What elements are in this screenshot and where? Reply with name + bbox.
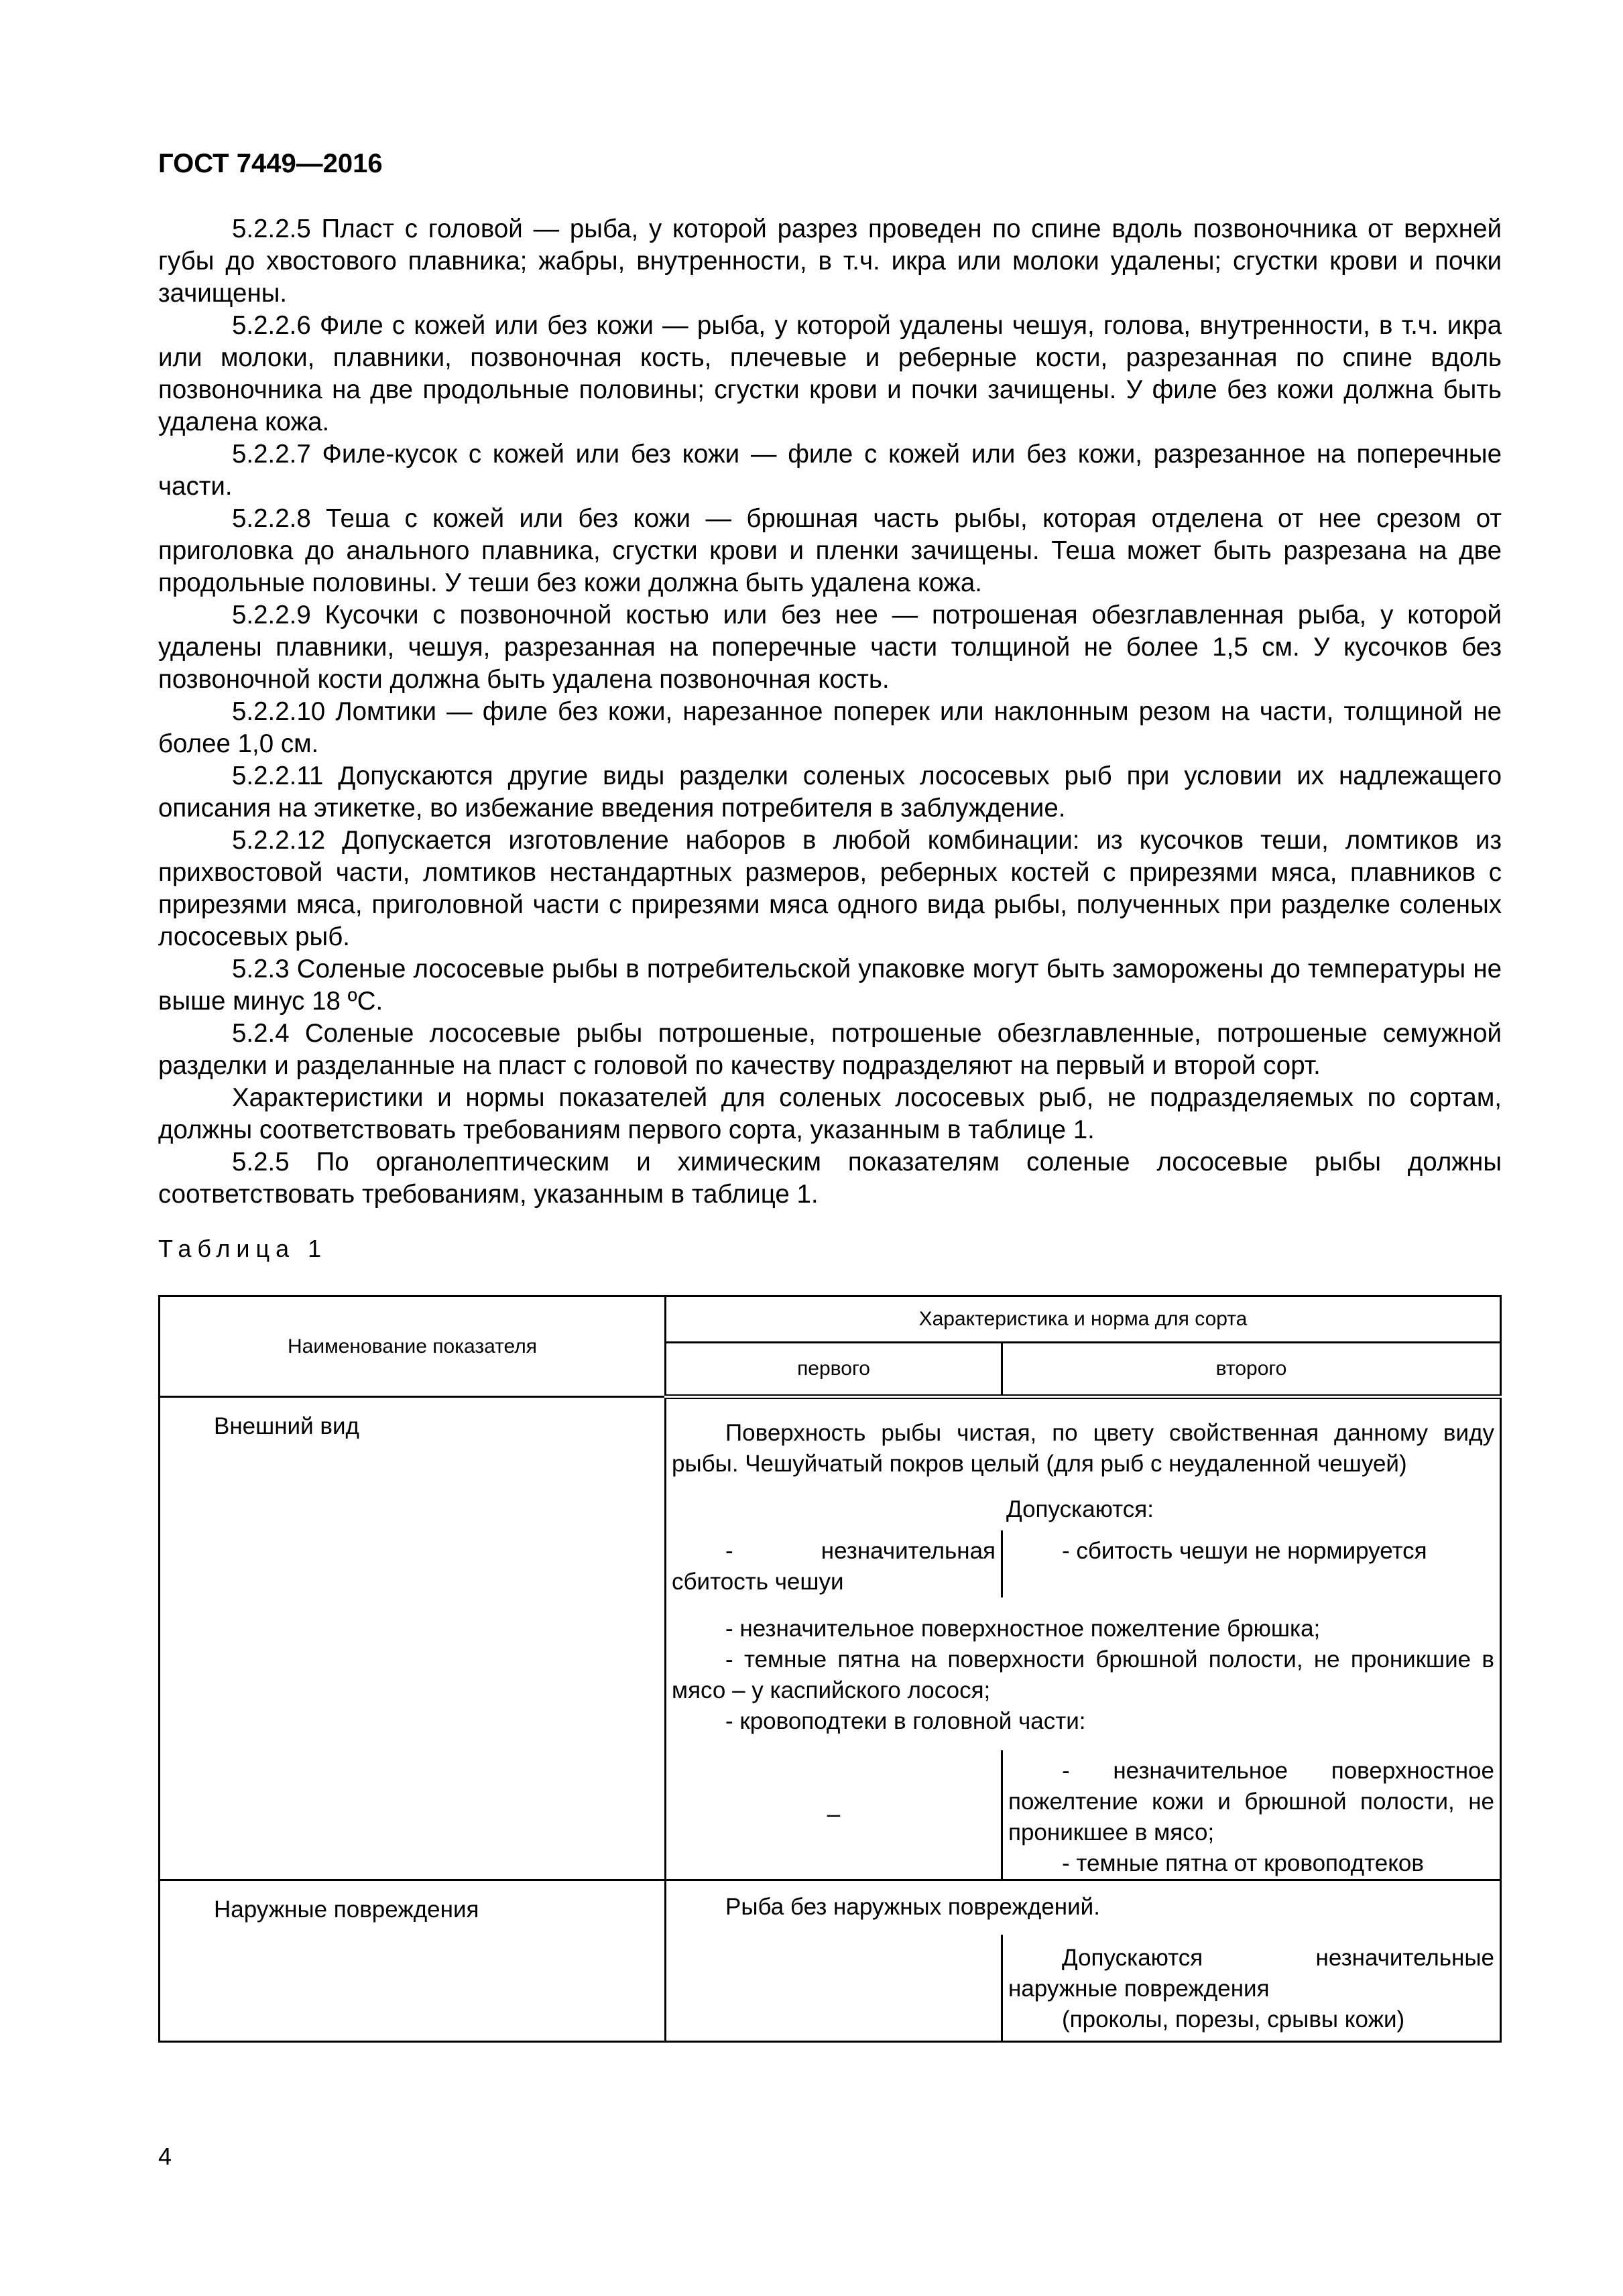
row-name: Внешний вид bbox=[160, 1397, 666, 1880]
list-item: (проколы, порезы, срывы кожи) bbox=[1062, 2006, 1405, 2033]
first-grade-text: - незначительная сбитость чешуи bbox=[672, 1538, 996, 1595]
paragraph: 5.2.2.8 Теша с кожей или без кожи — брюшная часть рыбы, которая отделена от нее срезом от приголовка до анального плавника, сгустки крови и пленки зачищены. Теша может быть разрезана на две продольные половины. У теши без кожи должна быть удалена кожа. bbox=[158, 504, 1502, 597]
header-first: первого bbox=[666, 1343, 1002, 1397]
paragraph: 5.2.3 Соленые лососевые рыбы в потребительской упаковке могут быть заморожены до температуры не выше минус 18 ºС. bbox=[158, 955, 1502, 1016]
allowed-label: Допускаются: bbox=[1006, 1496, 1154, 1522]
header-name: Наименование показателя bbox=[160, 1296, 666, 1397]
table-header-row bbox=[160, 1296, 1501, 1343]
body-text bbox=[158, 213, 1502, 1211]
table-row bbox=[160, 1397, 1501, 1880]
list-item: - незначительное поверхностное пожелтение кожи и брюшной полости, не проникшее в мясо; bbox=[1008, 1758, 1494, 1846]
table-caption: Таблица 1 bbox=[158, 1235, 328, 1262]
second-grade-text: - сбитость чешуи не нормируется bbox=[1001, 1530, 1500, 1597]
paragraph: 5.2.2.6 Филе с кожей или без кожи — рыба, у которой удалены чешуя, голова, внутренности, в т.ч. икра или молоки, плавники, позвоночная кость, плечевые и реберные кости, разрезанная по спине вдоль позвоночника на две продольные половины; сгустки крови и почки зачищены. У филе без кожи должна быть удалена кожа. bbox=[158, 311, 1502, 436]
header-group: Характеристика и норма для сорта bbox=[666, 1296, 1501, 1343]
document-header: ГОСТ 7449—2016 bbox=[158, 149, 383, 178]
common-list bbox=[666, 1614, 1500, 1737]
list-item: - незначительное поверхностное пожелтение брюшка; bbox=[725, 1616, 1321, 1642]
paragraph: 5.2.4 Соленые лососевые рыбы потрошеные, потрошеные обезглавленные, потрошеные семужной разделки и разделанные на пласт с головой по качеству подразделяют на первый и второй сорт. bbox=[158, 1019, 1502, 1080]
row-values bbox=[666, 1880, 1501, 2042]
paragraph: 5.2.2.7 Филе-кусок с кожей или без кожи — филе с кожей или без кожи, разрезанное на поперечные части. bbox=[158, 440, 1502, 501]
first-grade-dash: – bbox=[827, 1801, 841, 1827]
list-item: - кровоподтеки в головной части: bbox=[725, 1708, 1086, 1734]
list-item: Допускаются незначительные наружные повреждения bbox=[1008, 1945, 1494, 2002]
paragraph: 5.2.2.12 Допускается изготовление наборов в любой комбинации: из кусочков теши, ломтиков из прихвостовой части, ломтиков нестандартных размеров, реберных костей с прирезями мяса, плавников с прирезями мяса, приголовной части с прирезями мяса одного вида рыбы, полученных при разделке соленых лососевых рыб. bbox=[158, 826, 1502, 951]
paragraph: 5.2.2.11 Допускаются другие виды разделки соленых лососевых рыб при условии их надлежащего описания на этикетке, во избежание введения потребителя в заблуждение. bbox=[158, 762, 1502, 823]
list-item: - темные пятна от кровоподтеков bbox=[1062, 1850, 1424, 1876]
table-row bbox=[160, 1880, 1501, 2042]
second-grade-list bbox=[1001, 1750, 1500, 1879]
row-name: Наружные повреждения bbox=[160, 1880, 666, 2042]
common-text: Рыба без наружных повреждений. bbox=[725, 1894, 1100, 1920]
paragraph: Характеристики и нормы показателей для соленых лососевых рыб, не подразделяемых по сортам, должны соответствовать требованиям первого сорта, указанным в таблице 1. bbox=[158, 1083, 1502, 1144]
paragraph: 5.2.2.9 Кусочки с позвоночной костью или без нее — потрошеная обезглавленная рыба, у которой удалены плавники, чешуя, разрезанная на поперечные части толщиной не более 1,5 см. У кусочков без позвоночной кости должна быть удалена позвоночная кость. bbox=[158, 601, 1502, 694]
page-number: 4 bbox=[158, 2142, 172, 2170]
paragraph: 5.2.2.10 Ломтики — филе без кожи, нарезанное поперек или наклонным резом на части, толщиной не более 1,0 см. bbox=[158, 697, 1502, 758]
header-second: второго bbox=[1002, 1343, 1501, 1397]
paragraph: 5.2.2.5 Пласт с головой — рыба, у которой разрез проведен по спине вдоль позвоночника от верхней губы до хвостового плавника; жабры, внутренности, в т.ч. икра или молоки удалены; сгустки крови и почки зачищены. bbox=[158, 215, 1502, 308]
row-values bbox=[666, 1397, 1501, 1880]
second-grade-text bbox=[1001, 1935, 1500, 2041]
paragraph: 5.2.5 По органолептическим и химическим показателям соленые лососевые рыбы должны соответствовать требованиям, указанным в таблице 1. bbox=[158, 1148, 1502, 1209]
list-item: - темные пятна на поверхности брюшной полости, не проникшие в мясо – у каспийского лосося; bbox=[672, 1646, 1494, 1703]
common-text: Поверхность рыбы чистая, по цвету свойственная данному виду рыбы. Чешуйчатый покров целый (для рыб с неудаленной чешуей) bbox=[672, 1420, 1494, 1477]
table-1 bbox=[158, 1295, 1502, 2043]
